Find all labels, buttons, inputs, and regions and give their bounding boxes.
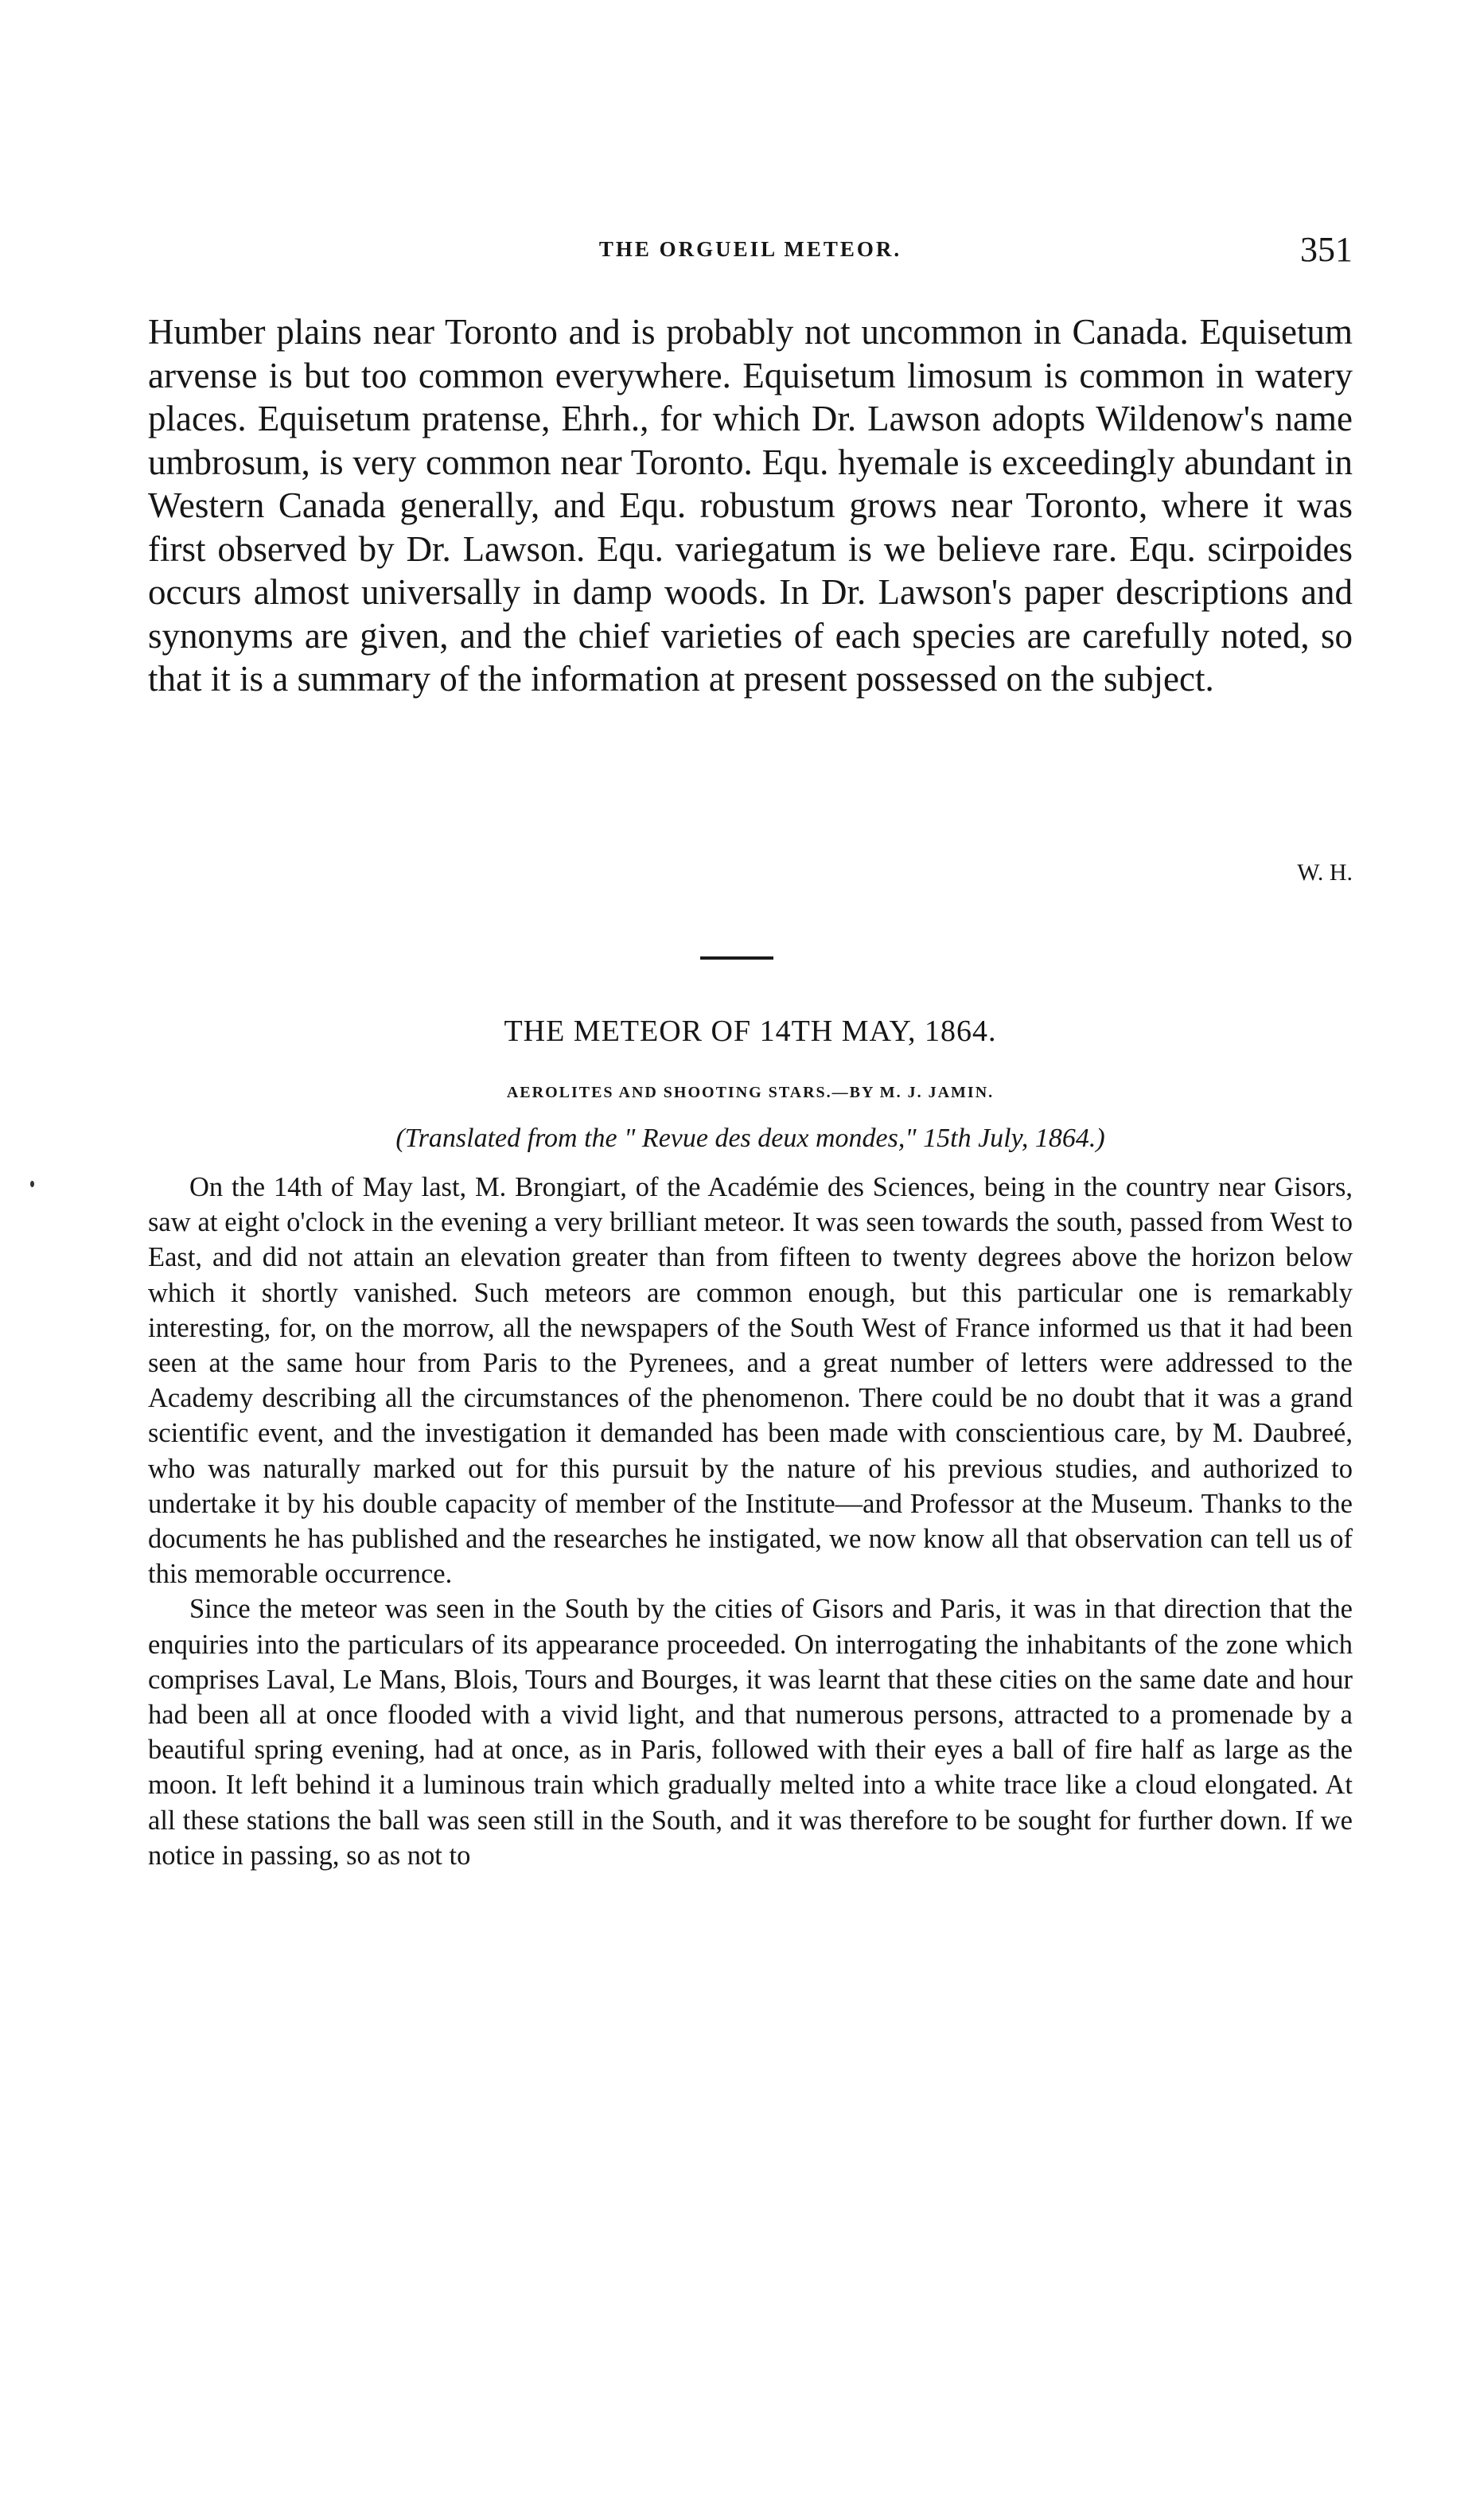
running-head: [148, 232, 1353, 280]
translation-note: (Translated from the " Revue des deux mondes," 15th July, 1864.): [395, 1124, 1105, 1153]
article-paragraph-2: Since the meteor was seen in the South by the cities of Gisors and Paris, it was in that direction that the enquiries into the particulars of its appearance proceeded. On interrogating the inhabitants of the zone which comprises Laval, Le Mans, Blois, Tours and Bourges, it was learnt that these cities on the same date and hour had been all at once flooded with a vivid light, and that numerous persons, attracted to a promenade by a beautiful spring evening, had at once, as in Paris, followed with their eyes a ball of fire half as large as the moon. It left behind it a luminous train which gradually melted into a white trace like a cloud elongated. At all these stations the ball was seen still in the South, and it was therefore to be sought for further down. If we notice in passing, so as not to: [148, 1594, 1353, 1871]
section-divider: [700, 956, 773, 960]
previous-article-paragraph: Humber plains near Toronto and is probably not uncommon in Canada. Equisetum arvense is but too common everywhere. Equisetum limosum is common in watery places. Equisetum pratense, Ehrh., for which Dr. Lawson adopts Wildenow's name umbrosum, is very common near Toronto. Equ. hyemale is exceedingly abundant in Western Canada generally, and Equ. robustum grows near Toronto, where it was first observed by Dr. Lawson. Equ. variegatum is we believe rare. Equ. scirpoides occurs almost universally in damp woods. In Dr. Lawson's paper descriptions and synonyms are given, and the chief varieties of each species are carefully noted, so that it is a summary of the information at present possessed on the subject.: [148, 312, 1353, 699]
page-number: 351: [1300, 230, 1353, 269]
article-body: [148, 1170, 1353, 1873]
running-title: THE ORGUEIL METEOR.: [598, 237, 902, 261]
article-title: THE METEOR OF 14TH MAY, 1864.: [504, 1015, 997, 1048]
author-signature: W. H.: [1297, 859, 1353, 886]
article-paragraph-1: On the 14th of May last, M. Brongiart, of the Académie des Sciences, being in the country near Gisors, saw at eight o'clock in the evening a very brilliant meteor. It was seen towards the south, passed from West to East, and did not attain an elevation greater than from fifteen to twenty degrees above the horizon below which it shortly vanished. Such meteors are common enough, but this particular one is remarkably interesting, for, on the morrow, all the newspapers of the South West of France informed us that it had been seen at the same hour from Paris to the Pyrenees, and a great number of letters were addressed to the Academy describing all the circumstances of the phenomenon. There could be no doubt that it was a grand scientific event, and the investigation it demanded has been made with conscientious care, by M. Daubreé, who was naturally marked out for this pursuit by the nature of his previous studies, and authorized to undertake it by his double capacity of member of the Institute—and Professor at the Museum. Thanks to the documents he has published and the researches he instigated, we now know all that observation can tell us of this memorable occurrence.: [148, 1172, 1353, 1590]
previous-article-text: [148, 310, 1353, 701]
article-subtitle: AEROLITES AND SHOOTING STARS.—BY M. J. JAMIN.: [506, 1084, 995, 1101]
stray-ink-mark: [30, 1181, 34, 1187]
